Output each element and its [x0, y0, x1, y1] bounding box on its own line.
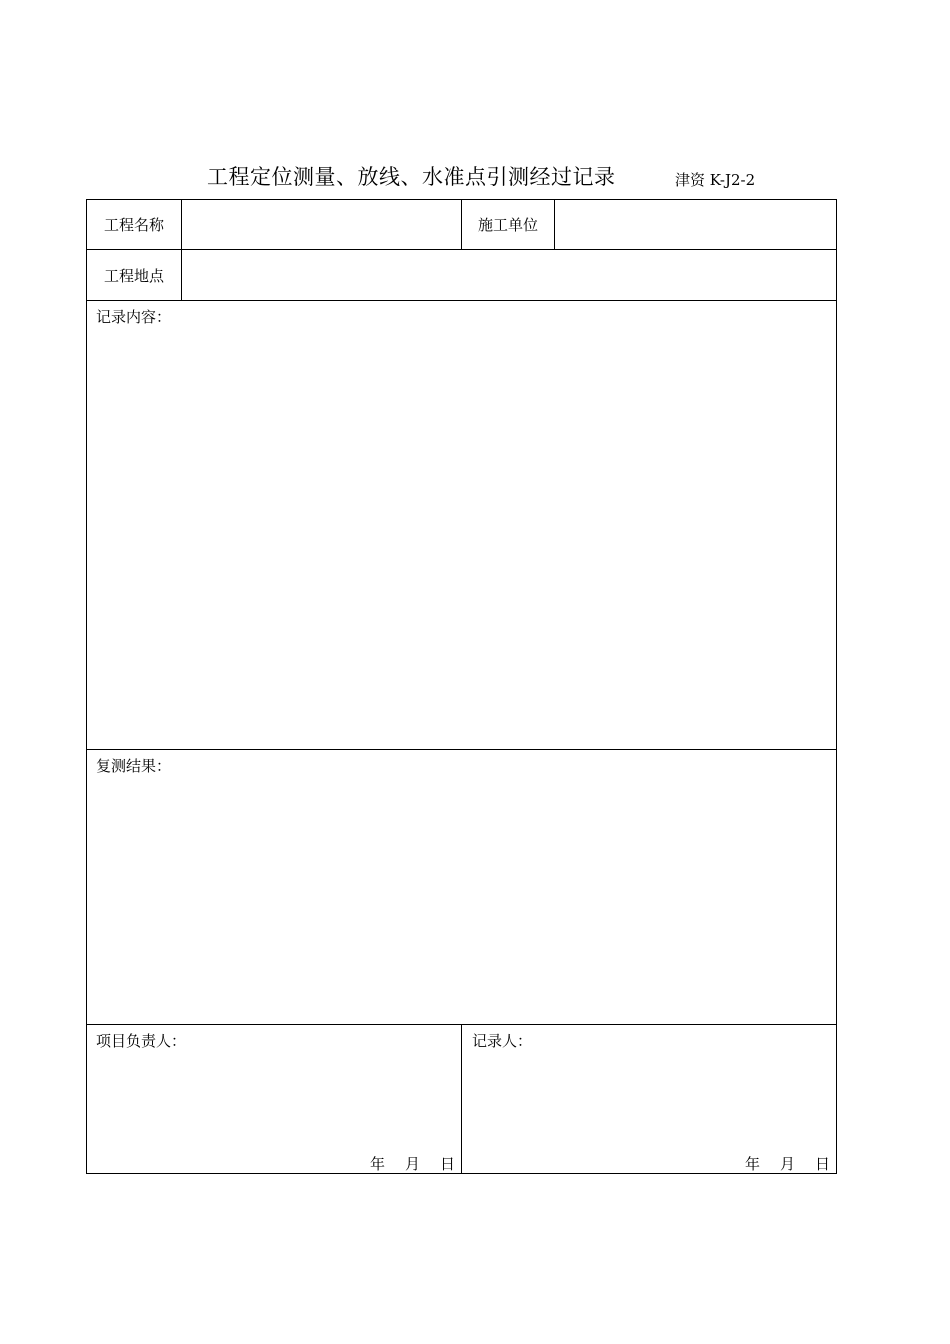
recorder-date [745, 1153, 830, 1174]
contractor-field[interactable] [555, 200, 836, 249]
date-year: 年 [370, 1155, 386, 1173]
project-manager-label: 项目负责人： [96, 1032, 187, 1050]
project-name-field[interactable] [182, 200, 461, 249]
project-location-field[interactable] [182, 250, 836, 300]
recorder-signature-field[interactable] [462, 1055, 836, 1150]
row-divider-2 [87, 300, 836, 301]
date-day: 日 [815, 1155, 831, 1173]
document-title: 工程定位测量、放线、水准点引测经过记录 [207, 165, 616, 189]
date-month: 月 [780, 1155, 796, 1173]
date-day: 日 [440, 1155, 456, 1173]
date-month: 月 [405, 1155, 421, 1173]
record-content-label: 记录内容： [96, 308, 172, 326]
recheck-result-label: 复测结果： [96, 757, 172, 775]
record-content-field[interactable] [87, 330, 836, 748]
recheck-result-field[interactable] [87, 780, 836, 1023]
project-location-label: 工程地点 [103, 266, 164, 285]
contractor-label: 施工单位 [477, 216, 538, 234]
project-manager-signature-field[interactable] [87, 1055, 461, 1150]
row-divider-3 [87, 749, 836, 750]
record-form [86, 199, 837, 1174]
document-header [0, 160, 950, 194]
form-code: 津资 K-J2-2 [675, 171, 756, 189]
project-manager-date [370, 1153, 455, 1174]
recorder-label: 记录人： [472, 1032, 533, 1050]
date-year: 年 [745, 1155, 761, 1173]
project-name-label: 工程名称 [103, 216, 164, 234]
